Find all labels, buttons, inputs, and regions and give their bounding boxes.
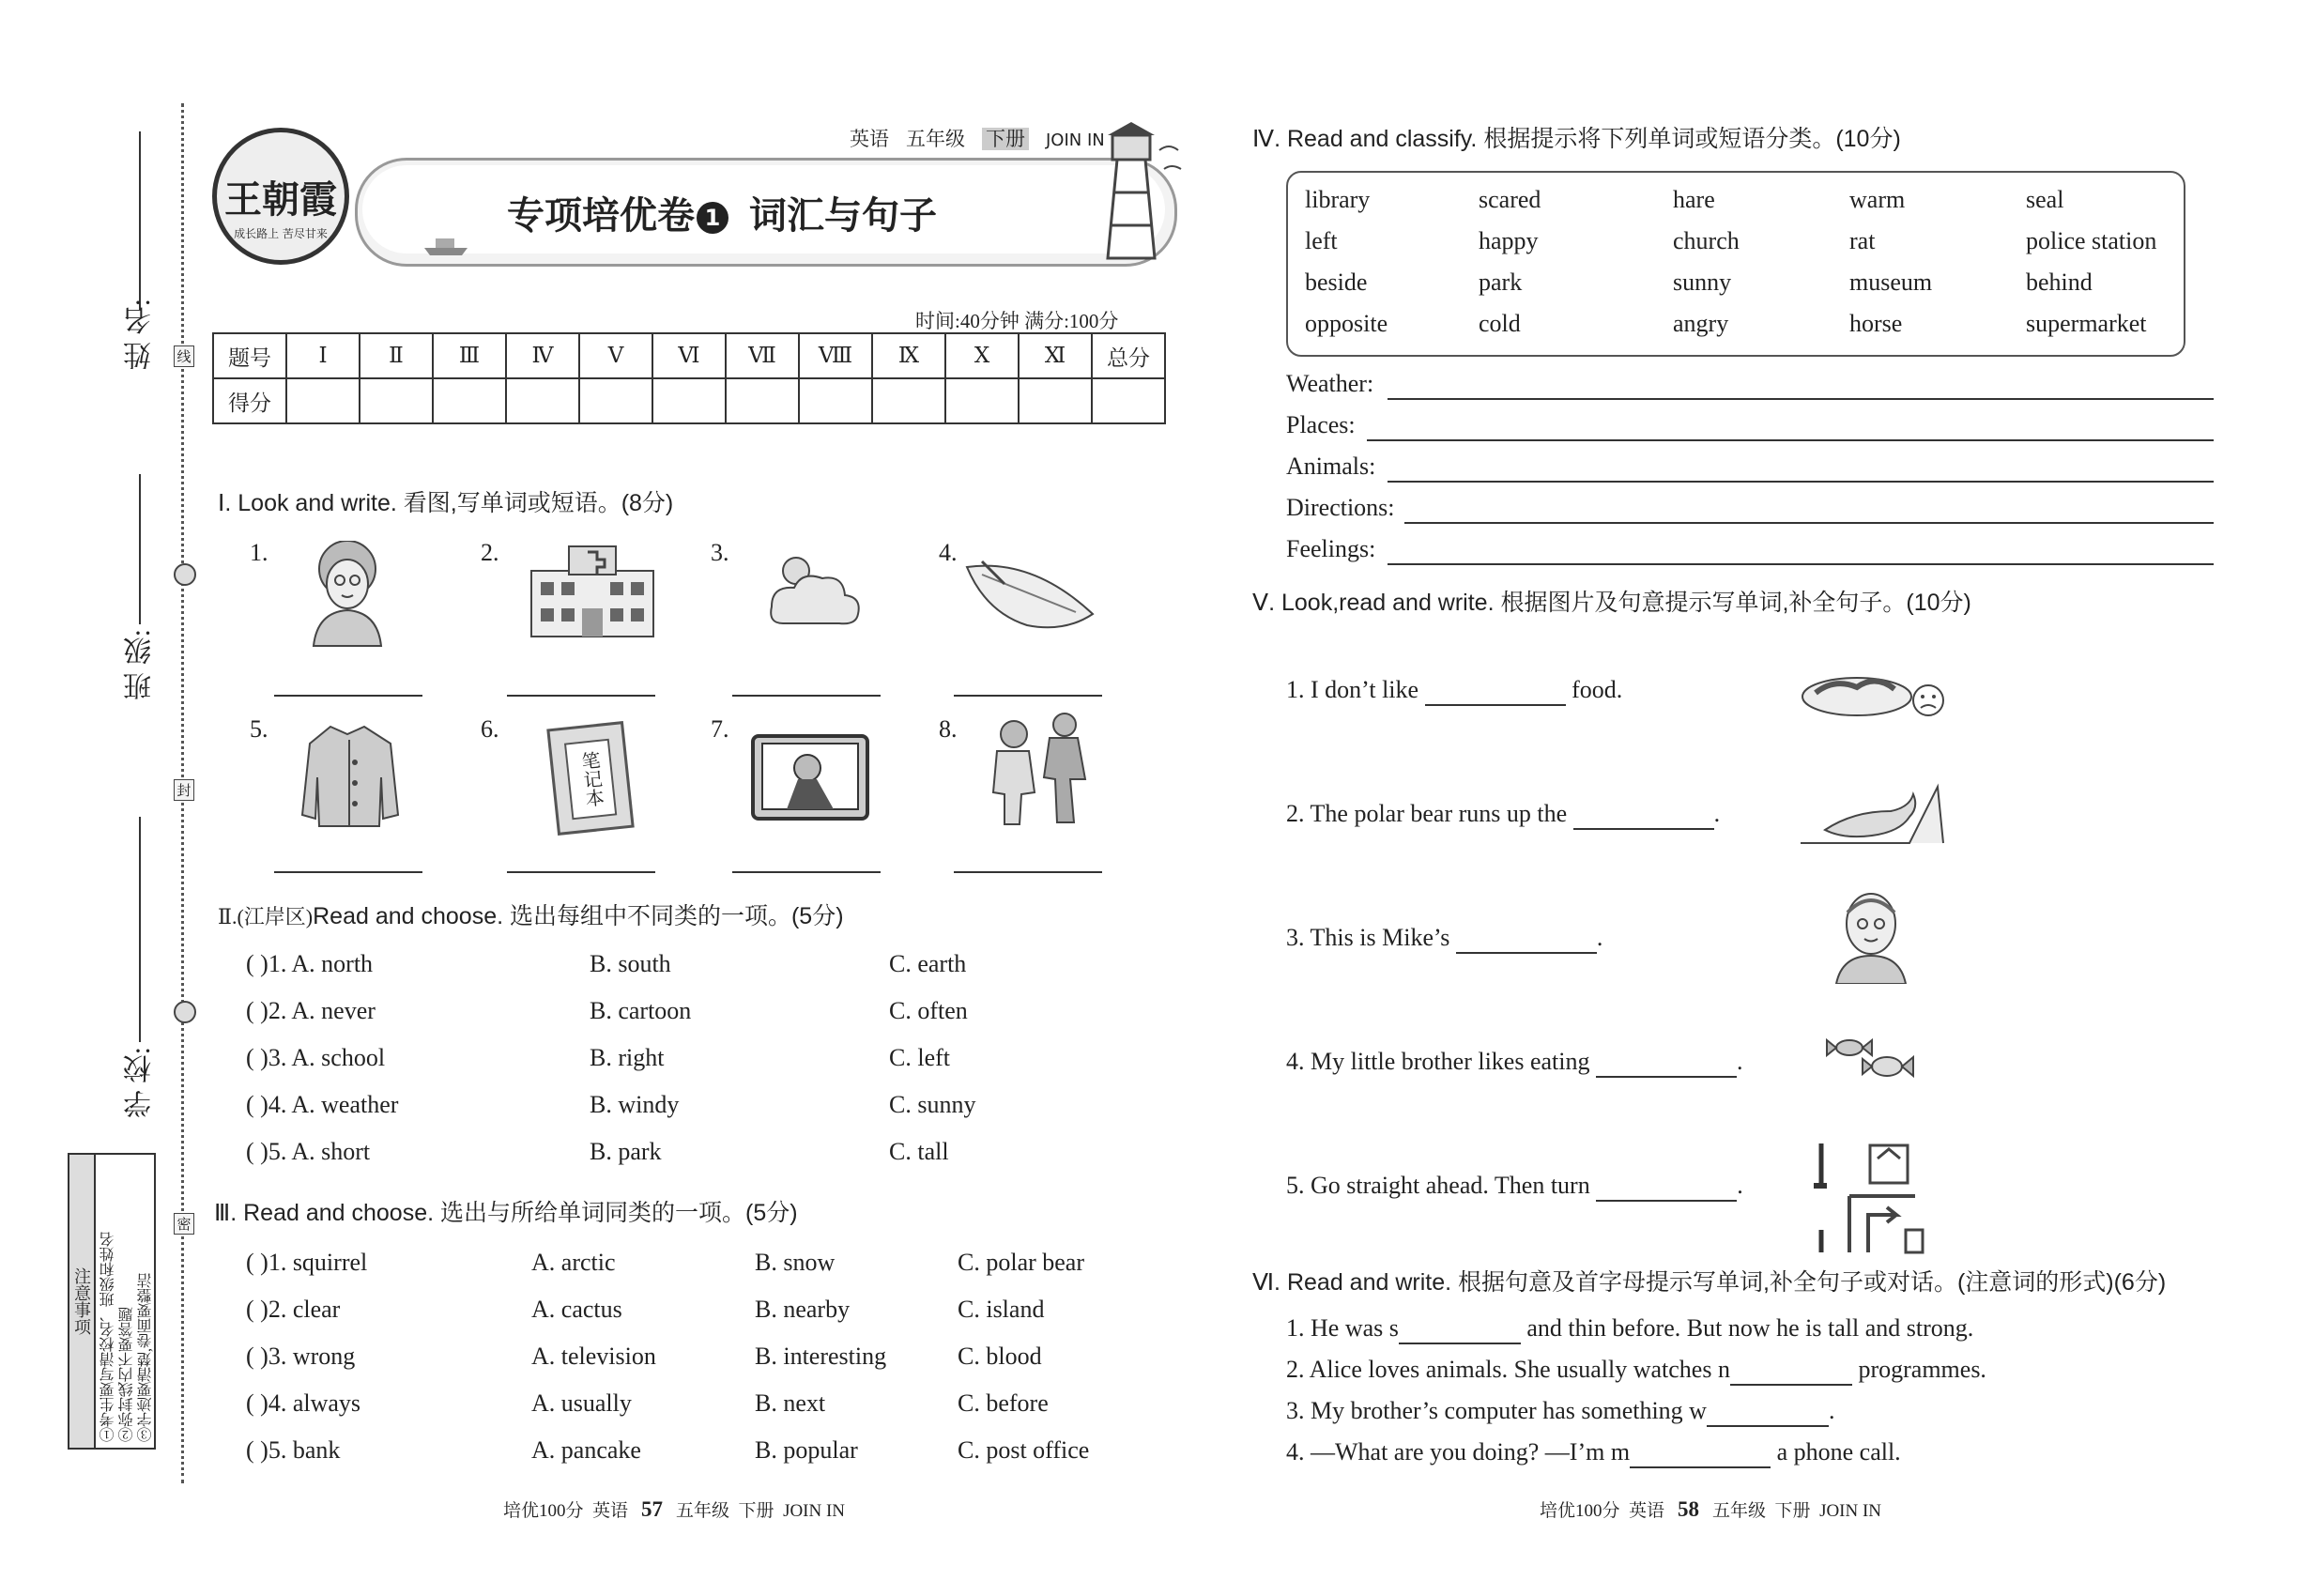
choice-option: B. south [590,950,671,977]
score-header: Ⅸ [872,333,945,378]
score-cell[interactable] [726,378,799,423]
blank[interactable] [1630,1438,1771,1468]
word-bank-item: church [1673,227,1740,254]
choice-question[interactable]: ( )4. A. weather [246,1091,399,1118]
footer-text: 五年级 [676,1501,730,1521]
choice-question[interactable]: ( )5. bank [246,1436,341,1464]
sentence-text: and thin before. But now he is tall and strong. [1526,1314,1974,1342]
school-blank[interactable] [139,817,141,1042]
score-header: Ⅹ [945,333,1019,378]
page-footer-left [503,1496,845,1522]
item-number: 3. [711,539,729,566]
section-title-text: Ⅰ. Look and write. 看图,写单词或短语。(8分) [218,490,674,516]
score-header: Ⅳ [506,333,579,378]
logo-name: 王朝霞 [224,177,337,222]
score-header: 题号 [213,333,286,378]
brand-logo [212,128,349,265]
score-cell[interactable] [579,378,652,423]
section-title-text: Ⅵ. Read and write. 根据句意及首字母提示写单词,补全句子或对话。(注意词的形式)(6分) [1252,1269,2167,1296]
category-label: Places: [1286,411,1356,438]
score-cell[interactable] [1092,378,1165,423]
score-row-label: 得分 [213,378,286,423]
choice-option: C. earth [889,950,967,977]
category-line-weather[interactable] [1388,398,2214,400]
footer-text: 五年级 [1712,1501,1767,1521]
page-number: 58 [1678,1497,1700,1521]
answer-line-4[interactable] [954,695,1102,697]
choice-option: C. blood [958,1343,1042,1370]
word-bank-item: supermarket [2026,310,2147,337]
binder-mark: 线 [174,345,194,367]
section-4-title [1252,120,1901,154]
score-header: Ⅵ [652,333,726,378]
sentence-text: 2. The polar bear runs up the [1286,800,1568,827]
time-info: 时间:40分钟 满分:100分 [915,310,1119,332]
sentence-text: . [1737,1048,1743,1075]
food-plate-icon [1797,659,1947,725]
item-number: 6. [481,715,499,743]
item-number: 5. [250,715,268,743]
hospital-icon [522,543,663,640]
blank[interactable] [1707,1397,1829,1427]
footer-text: JOIN IN [1819,1501,1882,1521]
choice-option: A. pancake [531,1436,641,1464]
answer-line-8[interactable] [954,871,1102,873]
paper-title [507,186,937,239]
sentence-1 [1286,676,1622,706]
choice-question[interactable]: ( )5. A. short [246,1138,371,1165]
item-number: 1. [250,539,268,566]
footer-text: JOIN IN [783,1501,846,1521]
notice-box [68,1153,156,1450]
candy-icon [1821,1029,1924,1091]
choice-option: C. left [889,1044,950,1071]
score-header: Ⅱ [360,333,433,378]
word-bank-item: library [1305,186,1371,213]
polar-bear-hill-icon [1797,777,1947,852]
class-label: 班 级: [125,629,156,700]
answer-line-6[interactable] [507,871,655,873]
binder-mark: 密 [174,1213,194,1235]
notebook-icon [546,721,634,836]
word-bank-item: angry [1673,310,1729,337]
choice-option: B. cartoon [590,997,692,1024]
sentence-text: 1. He was s [1286,1314,1399,1342]
term: 下册 [982,128,1029,150]
category-label: Feelings: [1286,535,1376,562]
choice-option: B. interesting [755,1343,887,1370]
choice-option: C. tall [889,1138,949,1165]
score-table [212,332,1166,424]
sentence-text: 4. —What are you doing? —I’m m [1286,1438,1631,1466]
choice-question[interactable]: ( )3. wrong [246,1343,356,1370]
word-bank-item: opposite [1305,310,1388,337]
choice-question[interactable]: ( )4. always [246,1389,361,1417]
section-title-text: Ⅴ. Look,read and write. 根据图片及句意提示写单词,补全句子。(10分) [1252,590,1971,616]
sentence-text: . [1828,1397,1835,1424]
score-cell[interactable] [1019,378,1092,423]
section-title-text: Read and choose. 选出每组中不同类的一项。(5分) [313,903,844,929]
word-bank-item: cold [1479,310,1521,337]
sentence-text: food. [1565,676,1623,703]
sentence-text: 2. Alice loves animals. She usually watches n [1286,1356,1730,1383]
blank[interactable] [1399,1314,1521,1344]
score-header: Ⅴ [579,333,652,378]
footer-text: 培优100分 [1540,1501,1620,1521]
choice-option: C. sunny [889,1091,976,1118]
choice-option: B. nearby [755,1296,851,1323]
helping-people-icon [984,712,1098,828]
score-header: Ⅰ [286,333,360,378]
boat-icon [963,554,1096,635]
section-prefix: Ⅱ.(江岸区) [218,905,314,928]
score-cell[interactable] [872,378,945,423]
word-bank-item: horse [1849,310,1903,337]
sentence-text: a phone call. [1776,1438,1901,1466]
choice-option: C. before [958,1389,1049,1417]
answer-line-2[interactable] [507,695,655,697]
choice-option: B. windy [590,1091,680,1118]
word-bank-item: rat [1849,227,1876,254]
choice-option: B. popular [755,1436,858,1464]
score-cell[interactable] [433,378,506,423]
word-bank-item: police station [2026,227,2157,254]
choice-question[interactable]: ( )3. A. school [246,1044,386,1071]
choice-option: B. park [590,1138,662,1165]
blank[interactable] [1596,1172,1737,1202]
choice-option: C. post office [958,1436,1090,1464]
word-bank-item: museum [1849,269,1933,296]
footer-text: 下册 [1774,1501,1811,1521]
section-2-title [218,898,844,931]
score-cell[interactable] [286,378,360,423]
word-bank-item: warm [1849,186,1906,213]
blank[interactable] [1730,1356,1852,1386]
choice-option: B. next [755,1389,826,1417]
lighthouse-icon [1080,122,1192,263]
title-post: 词汇与句子 [749,194,937,238]
sentence-text: 3. My brother’s computer has something w [1286,1397,1707,1424]
grade: 五年级 [906,128,965,150]
choice-option: B. snow [755,1249,836,1276]
binder-hole-icon [174,563,196,586]
category-line-animals[interactable] [1388,481,2214,483]
section-title-text: Ⅳ. Read and classify. 根据提示将下列单词或短语分类。(10分) [1252,126,1901,152]
sentence-text: 4. My little brother likes eating [1286,1048,1590,1075]
binder-hole-icon [174,1001,196,1023]
score-cell[interactable] [799,378,872,423]
notebook-text: 笔记本 [564,739,617,821]
section-5-title [1252,584,1971,618]
footer-text: 下册 [738,1501,774,1521]
notice-item: ②弥封线内不要答题 [119,1307,135,1442]
sentence-text: programmes. [1858,1356,1986,1383]
answer-line-7[interactable] [732,871,881,873]
word-bank-item: behind [2026,269,2093,296]
page-number: 57 [641,1497,664,1521]
blank[interactable] [1573,800,1714,830]
sentence-5 [1286,1172,1743,1202]
subject: 英语 [850,128,889,150]
section-6-title [1252,1264,2166,1297]
school-label: 学 校: [125,1047,156,1118]
blank[interactable] [1596,1048,1737,1078]
choice-option: A. usually [531,1389,632,1417]
word-bank-item: scared [1479,186,1541,213]
answer-line-3[interactable] [732,695,881,697]
score-cell[interactable] [506,378,579,423]
title-num: 1 [697,202,728,234]
ship-icon [422,233,469,257]
coat-icon [300,721,400,832]
word-bank-item: sunny [1673,269,1732,296]
category-label: Directions: [1286,494,1395,521]
sentence-text: 3. This is Mike’s [1286,924,1450,951]
word-bank-item: hare [1673,186,1715,213]
notice-item: ③字迹要清楚,卷面要整洁 [138,1273,154,1442]
item-number: 2. [481,539,499,566]
choice-option: A. television [531,1343,656,1370]
class-blank[interactable] [139,474,141,624]
grandpa-icon [1829,886,1913,984]
score-header: Ⅷ [799,333,872,378]
sentence-text: 1. I don’t like [1286,676,1419,703]
sentence-6-2 [1286,1356,1986,1386]
choice-question[interactable]: ( )2. A. never [246,997,376,1024]
choice-question[interactable]: ( )2. clear [246,1296,341,1323]
title-pre: 专项培优卷 [507,194,695,238]
notice-item: ①考生要写清校名、班级和姓名 [100,1232,116,1442]
tv-cartoon-icon [749,730,871,824]
choice-question[interactable]: ( )1. squirrel [246,1249,368,1276]
sentence-text: . [1596,924,1603,951]
cloudy-icon [759,550,867,629]
sentence-text: . [1737,1172,1743,1199]
item-number: 8. [939,715,958,743]
item-number: 4. [939,539,958,566]
score-header: Ⅲ [433,333,506,378]
category-line-feelings[interactable] [1388,563,2214,565]
score-header: Ⅶ [726,333,799,378]
name-blank[interactable] [139,131,141,310]
blank[interactable] [1456,924,1597,954]
score-cell[interactable] [652,378,726,423]
logo-slogan: 成长路上 苦尽甘来 [234,227,328,240]
item-number: 7. [711,715,729,743]
page-footer-right [1540,1496,1881,1522]
sentence-6-4 [1286,1438,1901,1468]
score-header: Ⅺ [1019,333,1092,378]
sentence-2 [1286,800,1720,830]
footer-text: 英语 [1629,1501,1665,1521]
sentence-4 [1286,1048,1743,1078]
binder-mark: 封 [174,779,194,801]
choice-option: C. often [889,997,968,1024]
choice-option: C. polar bear [958,1249,1085,1276]
notice-head: 注意事项 [69,1155,96,1448]
answer-line-1[interactable] [274,695,422,697]
word-bank-item: beside [1305,269,1368,296]
sentence-6-3 [1286,1397,1834,1427]
direction-map-icon [1812,1140,1924,1256]
name-label: 姓 名: [125,299,156,370]
footer-text: 英语 [592,1501,629,1521]
series: JOIN IN [1046,130,1105,150]
category-label: Animals: [1286,453,1376,480]
section-1-title [218,484,673,518]
choice-option: A. arctic [531,1249,616,1276]
category-line-places[interactable] [1367,439,2214,441]
sentence-text: 5. Go straight ahead. Then turn [1286,1172,1590,1199]
choice-option: C. island [958,1296,1045,1323]
word-bank-item: park [1479,269,1523,296]
choice-question[interactable]: ( )1. A. north [246,950,374,977]
category-label: Weather: [1286,370,1374,397]
blank[interactable] [1425,676,1566,706]
choice-option: B. right [590,1044,665,1071]
grandma-icon [300,541,394,648]
word-bank-item: happy [1479,227,1539,254]
footer-text: 培优100分 [503,1501,584,1521]
category-line-directions[interactable] [1404,522,2214,524]
sentence-3 [1286,924,1602,954]
choice-option: A. cactus [531,1296,622,1323]
score-cell[interactable] [945,378,1019,423]
score-header: 总分 [1092,333,1165,378]
word-bank-item: left [1305,227,1338,254]
section-title-text: Ⅲ. Read and choose. 选出与所给单词同类的一项。(5分) [214,1200,798,1226]
sentence-6-1 [1286,1314,1973,1344]
score-cell[interactable] [360,378,433,423]
section-3-title [214,1194,798,1228]
answer-line-5[interactable] [274,871,422,873]
word-bank-item: seal [2026,186,2064,213]
sentence-text: . [1713,800,1721,827]
